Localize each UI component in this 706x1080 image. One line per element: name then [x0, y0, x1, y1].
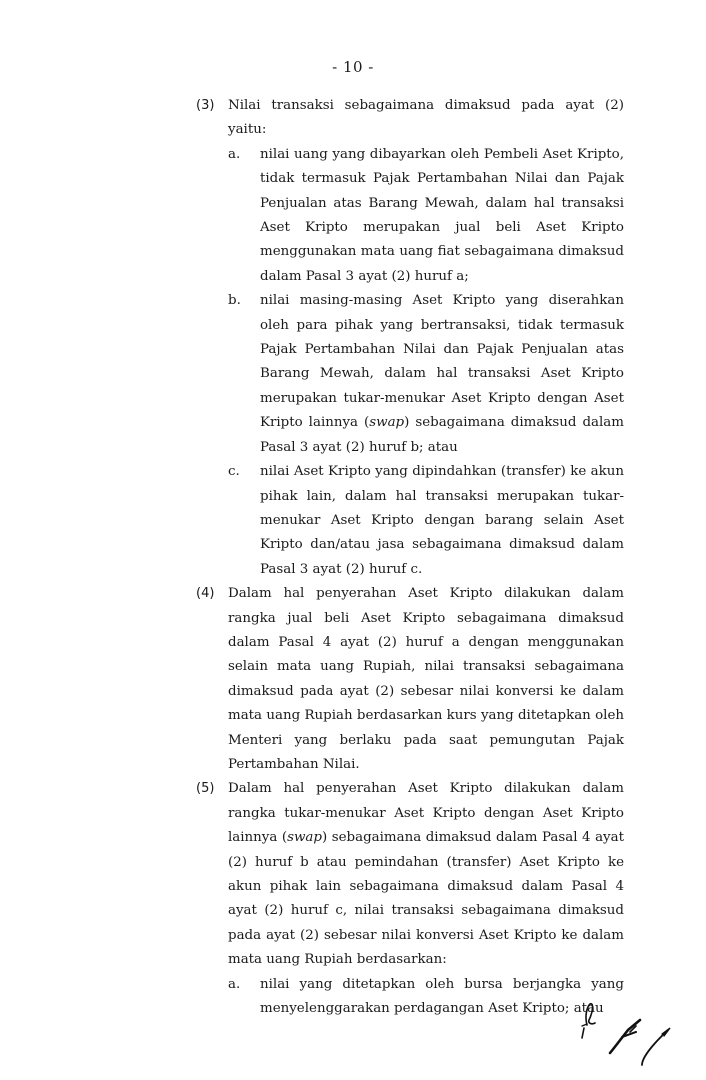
item-label: c. [228, 464, 240, 480]
item-label: a. [228, 976, 241, 992]
ayat-number: (4) [196, 586, 215, 602]
list-item-c [228, 460, 624, 582]
ayat-text-after: ) sebagaimana dimaksud dalam Pasal 4 ayat (2) huruf b atau pemindahan (transfer) Aset Kripto ke akun pihak lain sebagaimana dimaksud dalam Pasal 4 ayat (2) huruf c, nilai transaksi sebagaimana dimaksud pada ayat (2) sebesar nilai konversi Aset Kripto ke dalam mata uang Rupiah berdasarkan: [228, 830, 624, 968]
list-item-a [228, 143, 624, 289]
italic-term: swap [369, 415, 405, 431]
ayat-5 [196, 777, 624, 1021]
list-item-b [228, 289, 624, 460]
list-item-a [228, 973, 624, 1022]
italic-term: swap [287, 830, 322, 846]
ayat-number: (5) [196, 781, 215, 797]
item-text-before: nilai masing-masing Aset Kripto yang diserahkan oleh para pihak yang bertransaksi, tidak termasuk Pajak Pertambahan Nilai dan Pajak Penjualan atas Barang Mewah, dalam hal transaksi Aset Kripto merupakan tukar-menukar Aset Kripto dengan Aset Kripto lainnya ( [260, 293, 624, 431]
handwritten-initials-icon [570, 990, 680, 1070]
ayat-4 [196, 582, 624, 777]
item-list [228, 973, 624, 1022]
ayat-number: (3) [196, 98, 215, 113]
item-text: nilai Aset Kripto yang dipindahkan (transfer) ke akun pihak lain, dalam hal transaksi merupakan tukar-menukar Aset Kripto dengan barang selain Aset Kripto dan/atau jasa sebagaimana dimaksud dalam Pasal 3 ayat (2) huruf c. [260, 464, 624, 577]
ayat-3 [196, 94, 624, 582]
item-label: b. [228, 293, 241, 309]
ayat-text [228, 777, 624, 972]
item-text [260, 289, 624, 460]
item-text-after: ) sebagaimana dimaksud dalam Pasal 3 ayat (2) huruf b; atau [260, 415, 624, 455]
item-text: nilai uang yang dibayarkan oleh Pembeli Aset Kripto, tidak termasuk Pajak Pertambahan Nilai dan Pajak Penjualan atas Barang Mewah, dalam hal transaksi Aset Kripto merupakan jual beli Aset Kripto menggunakan mata uang fiat sebagaimana dimaksud dalam Pasal 3 ayat (2) huruf a; [260, 146, 624, 284]
document-body [196, 94, 624, 1021]
item-text: nilai yang ditetapkan oleh bursa berjangka yang menyelenggarakan perdagangan Aset Kripto; atau [260, 976, 624, 1017]
ayat-text: Nilai transaksi sebagaimana dimaksud pada ayat (2) yaitu: [228, 98, 624, 138]
item-list [228, 143, 624, 582]
page-number: - 10 - [332, 58, 374, 76]
ayat-text-before: Dalam hal penyerahan Aset Kripto dilakukan dalam rangka tukar-menukar Aset Kripto dengan Aset Kripto lainnya ( [228, 781, 624, 846]
item-label: a. [228, 146, 241, 162]
ayat-text: Dalam hal penyerahan Aset Kripto dilakukan dalam rangka jual beli Aset Kripto sebagaimana dimaksud dalam Pasal 4 ayat (2) huruf a dengan menggunakan selain mata uang Rupiah, nilai transaksi sebagaimana dimaksud pada ayat (2) sebesar nilai konversi ke dalam mata uang Rupiah berdasarkan kurs yang ditetapkan oleh Menteri yang berlaku pada saat pemungutan Pajak Pertambahan Nilai. [228, 586, 624, 772]
